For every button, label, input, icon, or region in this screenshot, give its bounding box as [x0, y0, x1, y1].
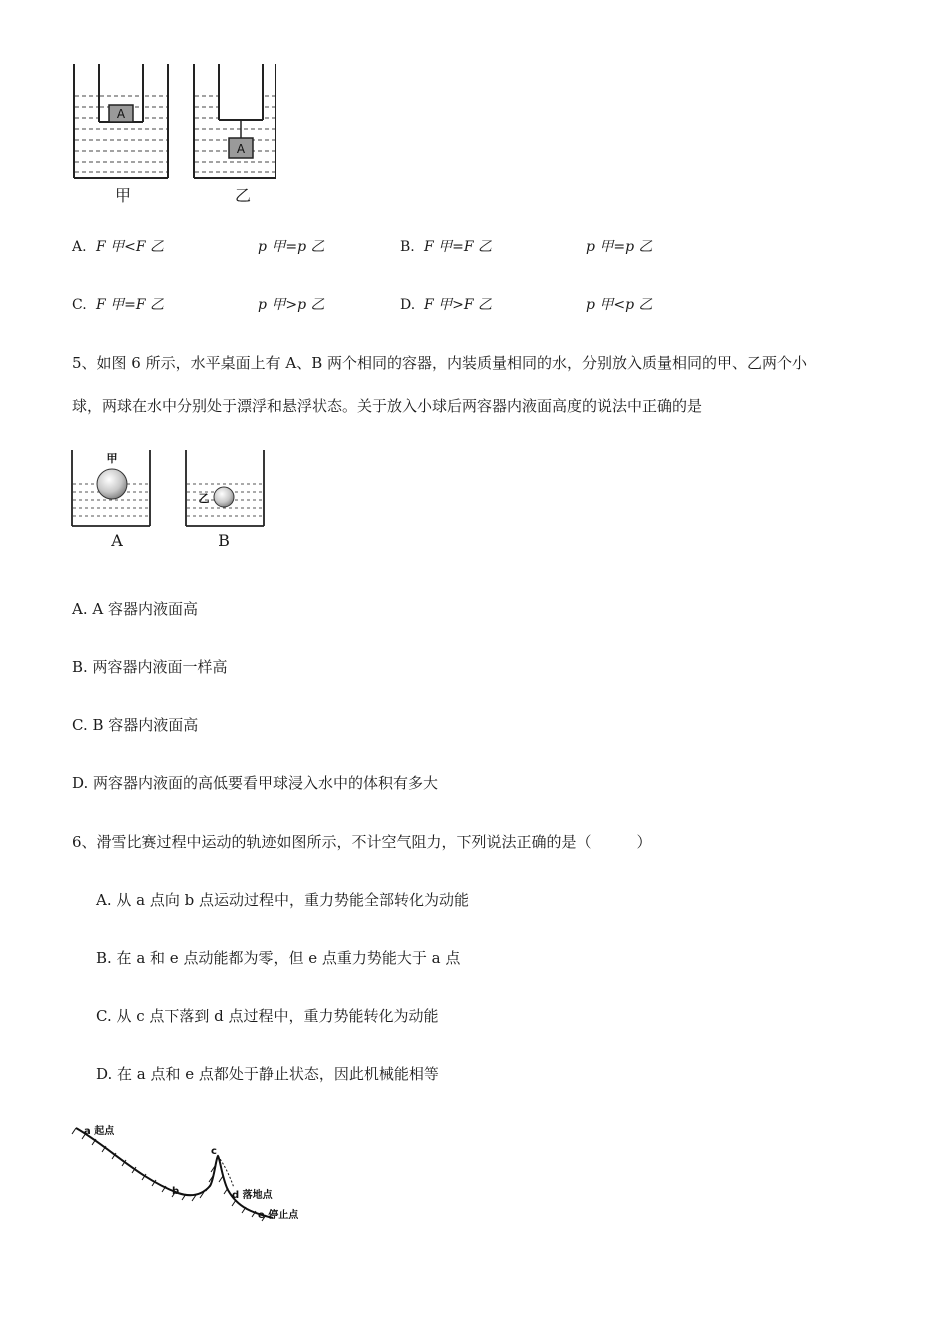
ball-yi — [214, 487, 234, 507]
ski-slope-curve — [76, 1128, 273, 1218]
q4-option-b[interactable]: B. — [400, 239, 415, 255]
q4-option-b-p: p 甲=p 乙 — [586, 239, 653, 255]
q4-option-d[interactable]: D. — [400, 297, 416, 313]
label-d-landing: d 落地点 — [232, 1190, 273, 1201]
container-b — [186, 450, 264, 526]
label-yi: 乙 — [234, 186, 251, 205]
q4-option-c[interactable]: C. — [72, 297, 87, 313]
q4-option-a[interactable]: A. — [72, 239, 87, 255]
q5-option-a[interactable]: A. A 容器内液面高 — [72, 600, 198, 618]
svg-text:甲: 甲 — [106, 452, 118, 465]
label-c: c — [211, 1146, 217, 1157]
q6-option-c[interactable]: C. 从 c 点下落到 d 点过程中，重力势能转化为动能 — [96, 1007, 439, 1025]
container-jia — [74, 64, 168, 178]
q4-option-c-p: p 甲>p 乙 — [258, 297, 325, 313]
q6-option-d[interactable]: D. 在 a 点和 e 点都处于静止状态，因此机械能相等 — [96, 1065, 439, 1083]
q4-option-c-f: F 甲=F 乙 — [96, 297, 165, 313]
label-b: b — [172, 1186, 180, 1197]
figure-ball-containers — [66, 446, 276, 530]
q6-stem: 6、滑雪比赛过程中运动的轨迹如图所示，不计空气阻力，下列说法正确的是（ ） — [72, 833, 652, 851]
ball-jia — [97, 469, 127, 499]
label-container-b: B — [218, 531, 230, 550]
label-a-start: a 起点 — [84, 1126, 115, 1137]
q5-option-b[interactable]: B. 两容器内液面一样高 — [72, 658, 228, 676]
container-yi — [194, 64, 276, 178]
q6-option-a[interactable]: A. 从 a 点向 b 点运动过程中，重力势能全部转化为动能 — [96, 891, 469, 909]
svg-text:A: A — [116, 107, 126, 121]
q4-option-a-p: p 甲=p 乙 — [258, 239, 325, 255]
q4-option-d-f: F 甲>F 乙 — [424, 297, 493, 313]
svg-text:乙: 乙 — [198, 492, 210, 505]
q4-option-d-p: p 甲<p 乙 — [586, 297, 653, 313]
figure-ski-track — [68, 1118, 318, 1228]
q5-option-c[interactable]: C. B 容器内液面高 — [72, 716, 199, 734]
svg-text:A: A — [236, 142, 246, 156]
q6-option-b[interactable]: B. 在 a 和 e 点动能都为零，但 e 点重力势能大于 a 点 — [96, 949, 461, 967]
q4-option-a-f: F 甲<F 乙 — [96, 239, 165, 255]
container-a — [72, 450, 150, 526]
label-container-a: A — [111, 531, 123, 550]
q5-stem-line1: 5、如图 6 所示，水平桌面上有 A、B 两个相同的容器，内装质量相同的水，分别放入质量相同的甲、乙两个小 — [72, 354, 808, 372]
label-e-stop: e 停止点 — [258, 1210, 299, 1221]
q5-option-d[interactable]: D. 两容器内液面的高低要看甲球浸入水中的体积有多大 — [72, 774, 439, 792]
q4-option-b-f: F 甲=F 乙 — [424, 239, 493, 255]
q5-stem-line2: 球，两球在水中分别处于漂浮和悬浮状态。关于放入小球后两容器内液面高度的说法中正确的是 — [72, 397, 703, 415]
label-jia: 甲 — [114, 186, 131, 205]
